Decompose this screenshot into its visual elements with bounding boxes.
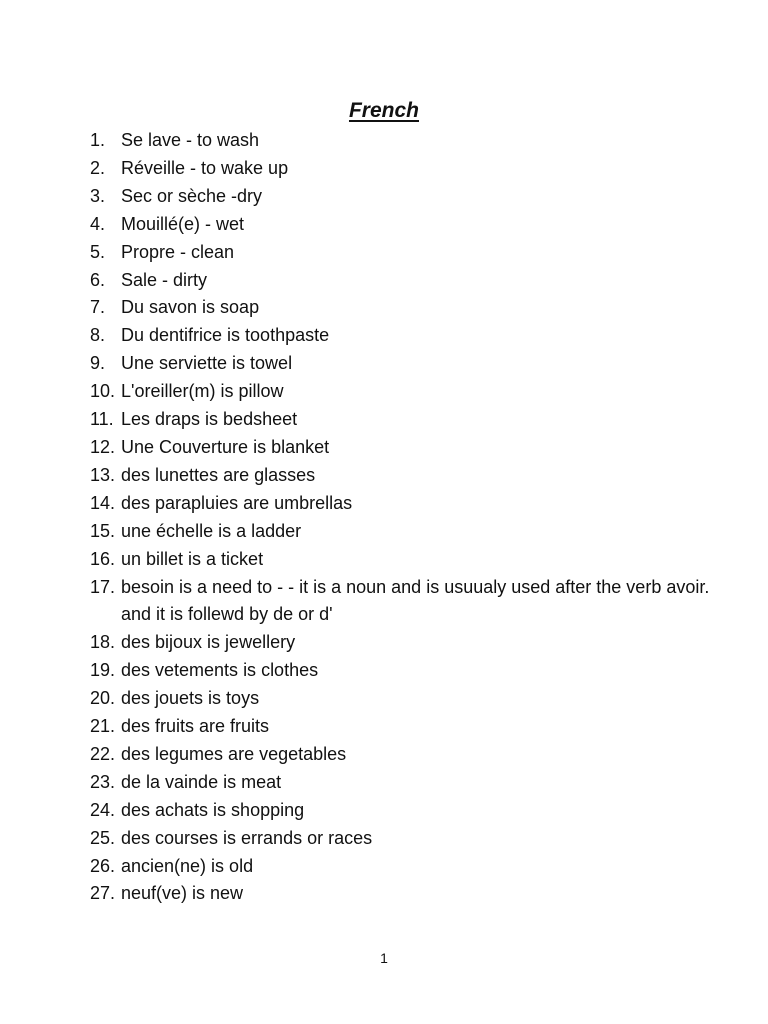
item-text: un billet is a ticket [121, 548, 264, 569]
item-number: 15. [90, 520, 116, 541]
list-item [90, 797, 710, 825]
item-number: 8. [90, 325, 106, 346]
list-item [90, 434, 710, 462]
list-item [90, 378, 710, 406]
item-text: Propre - clean [121, 241, 235, 262]
item-text: Du dentifrice is toothpaste [121, 325, 330, 346]
item-number: 3. [90, 185, 106, 206]
list-item [90, 462, 710, 490]
item-text: besoin is a need to - - it is a noun and is usuualy used after the verb avoir. and it is follewd by de or d' [121, 576, 710, 625]
item-number: 2. [90, 157, 106, 178]
item-text: des legumes are vegetables [121, 743, 347, 764]
list-item [90, 127, 710, 155]
item-text: des fruits are fruits [121, 716, 270, 737]
item-text: Sale - dirty [121, 269, 208, 290]
item-number: 17. [90, 576, 116, 597]
item-number: 21. [90, 716, 116, 737]
list-item [90, 741, 710, 769]
item-text: Se lave - to wash [121, 130, 260, 150]
list-item [90, 713, 710, 741]
list-item [90, 490, 710, 518]
item-number: 20. [90, 688, 116, 709]
item-number: 16. [90, 548, 116, 569]
item-number: 27. [90, 883, 116, 904]
vocabulary-list [90, 127, 710, 908]
list-item [90, 685, 710, 713]
list-item [90, 294, 710, 322]
item-number: 9. [90, 353, 106, 374]
item-text: des achats is shopping [121, 799, 305, 820]
item-text: neuf(ve) is new [121, 883, 244, 904]
item-text: des bijoux is jewellery [121, 632, 296, 653]
list-item [90, 825, 710, 853]
item-number: 12. [90, 436, 116, 457]
page-title: French [348, 99, 419, 122]
item-number: 5. [90, 241, 106, 262]
item-text: des parapluies are umbrellas [121, 492, 353, 513]
list-item [90, 183, 710, 211]
item-text: Une Couverture is blanket [121, 436, 330, 457]
item-text: de la vainde is meat [121, 771, 282, 792]
list-item [90, 406, 710, 434]
item-number: 19. [90, 660, 116, 681]
item-number: 11. [90, 409, 114, 430]
list-item [90, 880, 710, 908]
item-text: Les draps is bedsheet [121, 409, 298, 430]
list-item [90, 518, 710, 546]
list-item [90, 322, 710, 350]
list-item [90, 574, 710, 630]
item-text: L'oreiller(m) is pillow [121, 381, 284, 402]
item-text: Une serviette is towel [121, 353, 293, 374]
list-item [90, 546, 710, 574]
list-item [90, 350, 710, 378]
item-text: une échelle is a ladder [121, 520, 302, 541]
item-number: 22. [90, 743, 116, 764]
list-item [90, 211, 710, 239]
list-item [90, 853, 710, 881]
item-number: 7. [90, 297, 106, 318]
item-text: des lunettes are glasses [121, 464, 316, 485]
item-text: Réveille - to wake up [121, 157, 289, 178]
item-number: 23. [90, 771, 116, 792]
item-text: des courses is errands or races [121, 827, 373, 848]
item-number: 6. [90, 269, 106, 290]
item-text: ancien(ne) is old [121, 855, 254, 876]
item-number: 13. [90, 464, 116, 485]
item-text: Mouillé(e) - wet [121, 213, 245, 234]
item-text: Sec or sèche -dry [121, 185, 263, 206]
list-item [90, 769, 710, 797]
item-number: 14. [90, 492, 116, 513]
list-item [90, 657, 710, 685]
item-number: 26. [90, 855, 116, 876]
item-number: 18. [90, 632, 116, 653]
item-text: Du savon is soap [121, 297, 260, 318]
item-number: 24. [90, 799, 116, 820]
item-number: 1. [90, 130, 106, 150]
list-item [90, 267, 710, 295]
item-number: 25. [90, 827, 116, 848]
list-item [90, 629, 710, 657]
list-item [90, 239, 710, 267]
item-text: des jouets is toys [121, 688, 260, 709]
item-number: 10. [90, 381, 116, 402]
page-number: 1 [380, 950, 388, 966]
item-number: 4. [90, 213, 106, 234]
list-item [90, 155, 710, 183]
item-text: des vetements is clothes [121, 660, 319, 681]
